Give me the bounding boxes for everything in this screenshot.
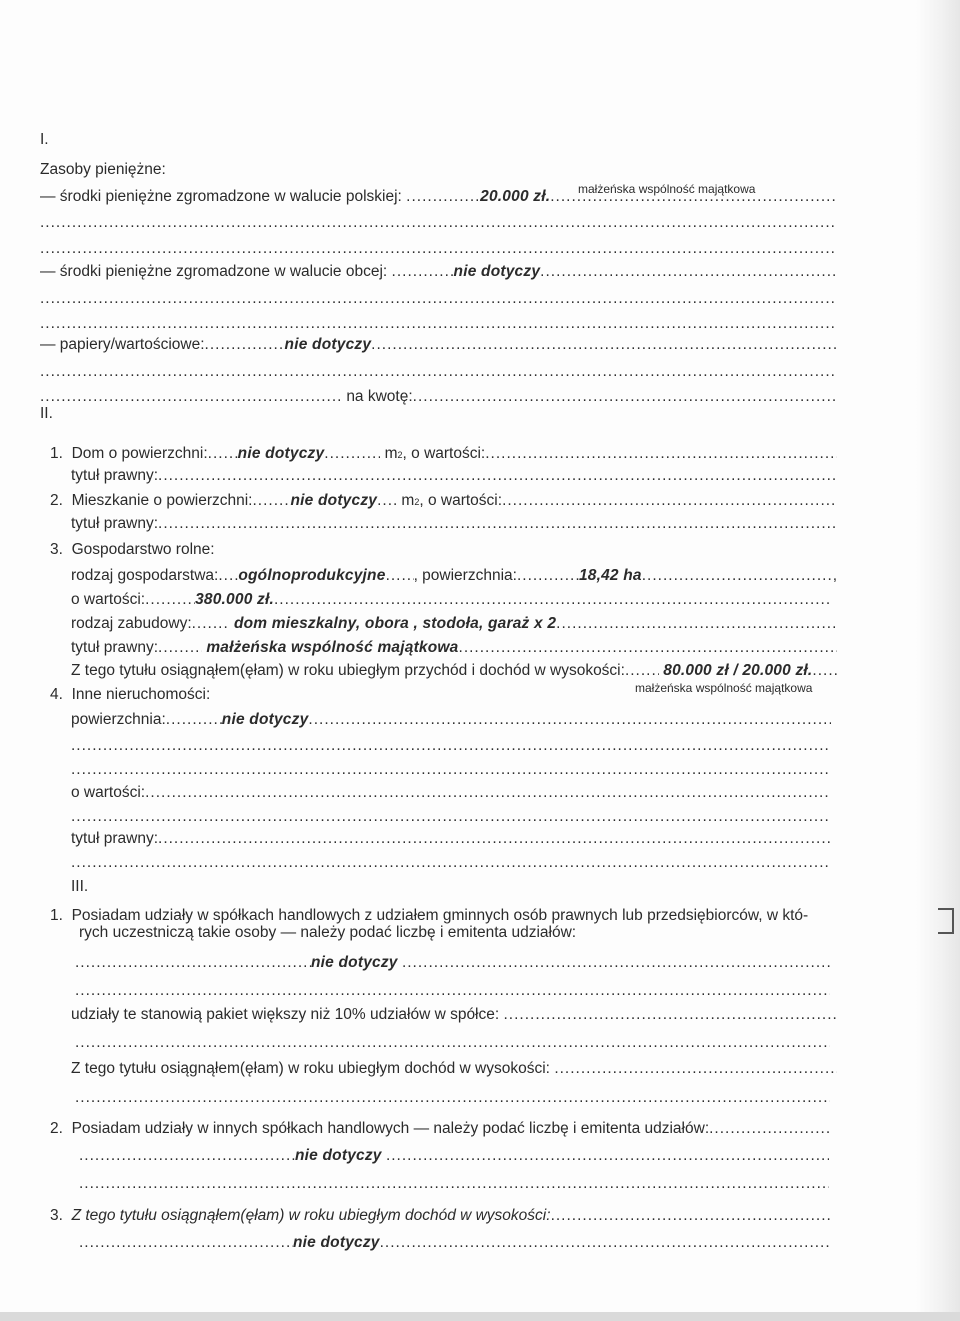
q1-line1: 1. Posiadam udziały w spółkach handlowych z udziałem gminnych osób prawnych lub przedsiębiorców, w któ-: [50, 907, 809, 924]
blank-line: [71, 736, 831, 756]
pln-note: małżeńska wspólność majątkowa: [578, 182, 756, 196]
amount-line: ..... na kwotę: .....: [40, 387, 837, 407]
farm-income-note: małżeńska wspólność majątkowa: [635, 681, 813, 695]
blank-line: [71, 807, 831, 827]
binding-mark: [938, 908, 954, 934]
q1-income-line: Z tego tytułu osiągnąłem(ęłam) w roku ubiegłym dochód w wysokości: .....: [71, 1059, 837, 1079]
q1-line2: rych uczestniczą takie osoby — należy podać liczbę i emitenta udziałów:: [79, 924, 577, 941]
q3-line1: 3. Z tego tytułu osiągnąłem(ęłam) w roku ubiegłym dochód w wysokości: .....: [50, 1206, 830, 1226]
blank-line: [40, 362, 837, 382]
farm-title-line: tytuł prawny: ..... małżeńska wspólność majątkowa .....: [71, 638, 837, 658]
paper-edge-shadow: [916, 0, 960, 1321]
q3-value-line: ..... nie dotyczy .....: [79, 1233, 829, 1253]
q1-pakiet-line: udziały te stanowią pakiet większy niż 10% udziałów w spółce: .....: [71, 1005, 837, 1025]
house-title-line: tytuł prawny: .....: [71, 466, 837, 486]
paper-bottom-edge: [0, 1312, 960, 1321]
buildings-line: rodzaj zabudowy: ..... dom mieszkalny, obora , stodoła, garaż x 2 .....: [71, 614, 837, 634]
blank-line: [75, 981, 830, 1001]
blank-line: [40, 213, 837, 233]
blank-line: [79, 1174, 829, 1194]
blank-line: [40, 289, 837, 309]
farm-worth-line: o wartości: ..... 380.000 zł. .....: [71, 590, 831, 610]
blank-line: [75, 1088, 830, 1108]
blank-line: [71, 760, 831, 780]
q1-value-line: ..... nie dotyczy .....: [75, 953, 830, 973]
farm-heading: 3. Gospodarstwo rolne:: [50, 541, 215, 558]
other-heading: 4. Inne nieruchomości:: [50, 686, 211, 703]
pln-line: — środki pieniężne zgromadzone w walucie polskiej: ..... 20.000 zł. .....: [40, 187, 837, 207]
foreign-line: — środki pieniężne zgromadzone w walucie obcej: ..... nie dotyczy .....: [40, 262, 837, 282]
flat-line: 2. Mieszkanie o powierzchni: ..... nie dotyczy ..... m 2 , o wartości: .....: [50, 491, 837, 511]
blank-line: [40, 314, 837, 334]
house-line: 1. Dom o powierzchni: ..... nie dotyczy ..... m 2 , o wartości: .....: [50, 444, 837, 464]
q2-value-line: ..... nie dotyczy .....: [79, 1146, 829, 1166]
flat-title-line: tytuł prawny: .....: [71, 514, 837, 534]
blank-line: [40, 239, 837, 259]
blank-line: [71, 853, 831, 873]
other-worth-line: o wartości: .....: [71, 783, 831, 803]
section-1-heading: I.: [40, 131, 49, 148]
money-title: Zasoby pieniężne:: [40, 161, 166, 178]
farm-type-line: rodzaj gospodarstwa: ..... ogólnoprodukcyjne ..... , powierzchnia: ..... 18,42 ha ..... ,: [71, 566, 837, 586]
section-2-heading: II.: [40, 405, 53, 422]
securities-line: — papiery/wartościowe: ..... nie dotyczy .....: [40, 335, 837, 355]
section-3-heading: III.: [71, 878, 89, 895]
farm-income-line: Z tego tytułu osiągnąłem(ęłam) w roku ubiegłym przychód i dochód w wysokości: ..... 80.000 zł / 20.000 zł. .....: [71, 661, 837, 681]
other-title-line: tytuł prawny: .....: [71, 829, 831, 849]
blank-line: [75, 1033, 830, 1053]
other-area-line: powierzchnia: ..... nie dotyczy .....: [71, 710, 831, 730]
q2-line1: 2. Posiadam udziały w innych spółkach handlowych — należy podać liczbę i emitenta udziałów: .....: [50, 1119, 830, 1139]
